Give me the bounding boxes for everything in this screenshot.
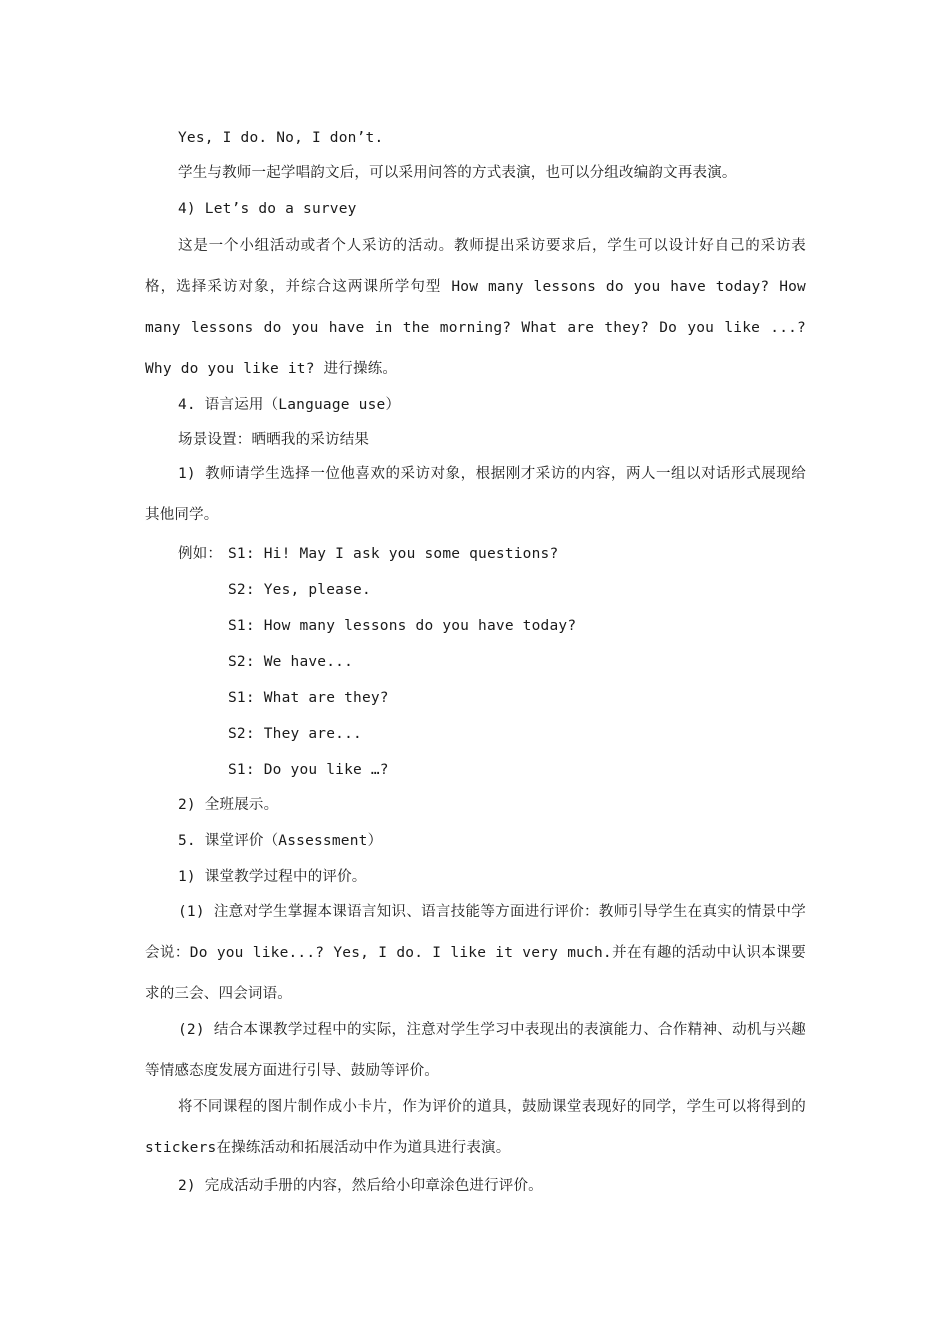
- assessment-item-1-1: (1) 注意对学生掌握本课语言知识、语言技能等方面进行评价：教师引导学生在真实的情景中学会说：Do you like...? Yes, I do. I like it very much.并在有趣的活动中认识本课要求的三会、四会词语。: [145, 904, 806, 1002]
- dialogue-line: S2: We have...: [228, 654, 354, 670]
- dialogue-line: S2: They are...: [228, 726, 362, 742]
- survey-heading: 4) Let’s do a survey: [178, 201, 357, 217]
- step-2: 2) 全班展示。: [178, 797, 279, 813]
- yes-no-answers: Yes, I do. No, I don’t.: [178, 130, 384, 146]
- assessment-item-1-2: (2) 结合本课教学过程中的实际，注意对学生学习中表现出的表演能力、合作精神、动机与兴趣等情感态度发展方面进行引导、鼓励等评价。: [145, 1022, 806, 1079]
- dialogue-line: S2: Yes, please.: [228, 582, 371, 598]
- assessment-item-2: 2) 完成活动手册的内容，然后给小印章涂色进行评价。: [178, 1178, 543, 1194]
- scene-setting: 场景设置：晒晒我的采访结果: [178, 432, 370, 448]
- survey-paragraph: 这是一个小组活动或者个人采访的活动。教师提出采访要求后，学生可以设计好自己的采访表格，选择采访对象，并综合这两课所学句型 How many lessons do you have today? How many lessons do you have in the morning? What are they? Do you like ...? Why do you like it? 进行操练。: [145, 238, 806, 377]
- assessment-item-1: 1) 课堂教学过程中的评价。: [178, 869, 367, 885]
- chant-note: 学生与教师一起学唱韵文后，可以采用问答的方式表演，也可以分组改编韵文再表演。: [178, 165, 737, 181]
- dialogue-line: S1: How many lessons do you have today?: [228, 618, 577, 634]
- example-label: 例如：: [178, 546, 223, 562]
- assessment-heading: 5. 课堂评价（Assessment）: [178, 833, 383, 849]
- cards-paragraph: 将不同课程的图片制作成小卡片，作为评价的道具，鼓励课堂表现好的同学，学生可以将得到的stickers在操练活动和拓展活动中作为道具进行表演。: [145, 1099, 806, 1156]
- dialogue-line: S1: Do you like …?: [228, 762, 389, 778]
- step-1-paragraph: 1) 教师请学生选择一位他喜欢的采访对象，根据刚才采访的内容，两人一组以对话形式展现给其他同学。: [145, 466, 806, 523]
- language-use-heading: 4. 语言运用（Language use）: [178, 397, 401, 413]
- dialogue-line: S1: Hi! May I ask you some questions?: [228, 546, 559, 562]
- dialogue-line: S1: What are they?: [228, 690, 389, 706]
